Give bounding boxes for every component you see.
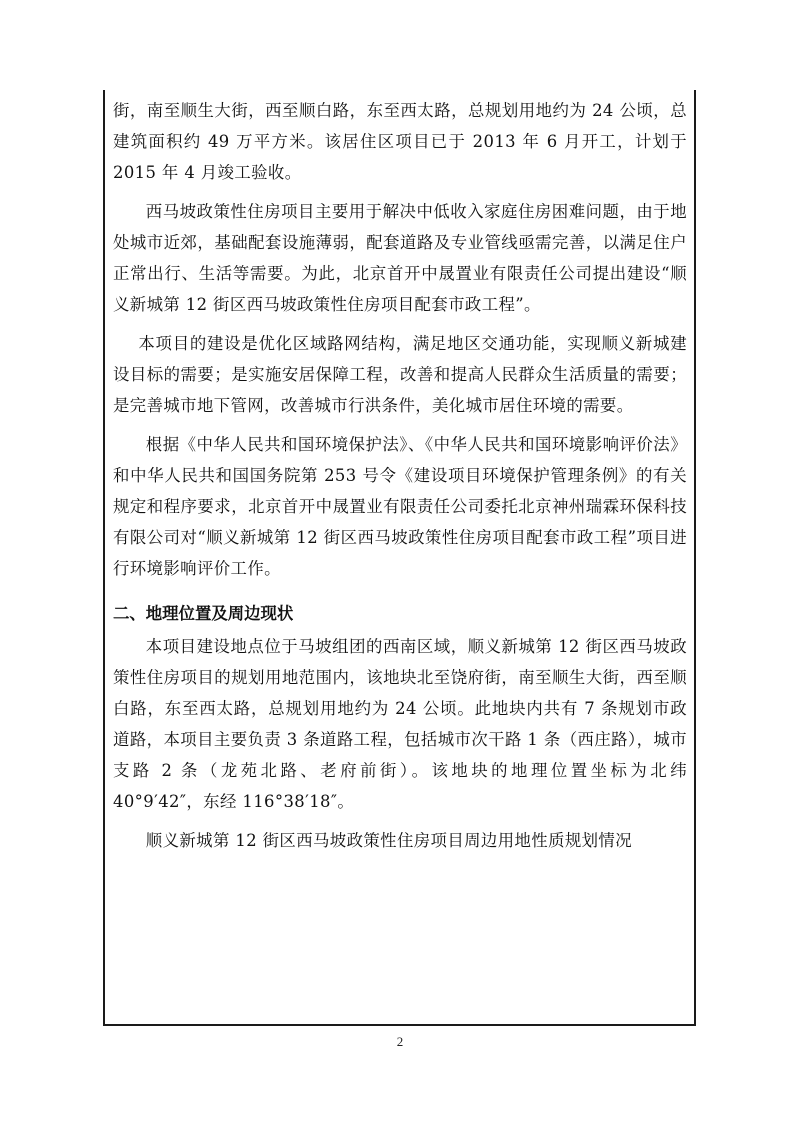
paragraph-legal-basis: 根据《中华人民共和国环境保护法》、《中华人民共和国环境影响评价法》和中华人民共和国国务院第 253 号令《建设项目环境保护管理条例》的有关规定和程序要求，北京首开中晟置业有限责任公司委托北京神州瑞霖环保科技有限公司对“顺义新城第 12 街区西马坡政策性住房项目配套市政工程”项目进行环境影响评价工作。 (113, 435, 687, 578)
paragraph-continuation: 街，南至顺生大街，西至顺白路，东至西太路，总规划用地约为 24 公顷，总建筑面积约 49 万平方米。该居住区项目已于 2013 年 6 月开工，计划于 2015 年 4 月竣工验收。 (113, 101, 687, 182)
paragraph-project-necessity: 本项目的建设是优化区域路网结构，满足地区交通功能，实现顺义新城建设目标的需要；是实施安居保障工程，改善和提高人民群众生活质量的需要；是完善城市地下管网，改善城市行洪条件，美化城市居住环境的需要。 (113, 334, 687, 415)
section-heading-location: 二、地理位置及周边现状 (113, 604, 294, 623)
paragraph-location: 本项目建设地点位于马坡组团的西南区域，顺义新城第 12 街区西马坡政策性住房项目的规划用地范围内，该地块北至饶府街，南至顺生大街，西至顺白路，东至西太路，总规划用地约为 24 公顷。此地块内共有 7 条规划市政道路，本项目主要负责 3 条道路工程，包括城市次干路 1 条（西庄路），城市支路 2 条（龙苑北路、老府前街）。该地块的地理位置坐标为北纬 40°9′42″，东经 116°38′18″。 (113, 637, 687, 811)
document-body (113, 95, 687, 856)
page-number: 2 (396, 1034, 404, 1049)
paragraph-surroundings: 顺义新城第 12 街区西马坡政策性住房项目周边用地性质规划情况 (145, 831, 633, 850)
paragraph-project-purpose: 西马坡政策性住房项目主要用于解决中低收入家庭住房困难问题，由于地处城市近郊，基础配套设施薄弱，配套道路及专业管线亟需完善，以满足住户正常出行、生活等需要。为此，北京首开中晟置业有限责任公司提出建设“顺义新城第 12 街区西马坡政策性住房项目配套市政工程”。 (113, 202, 687, 314)
